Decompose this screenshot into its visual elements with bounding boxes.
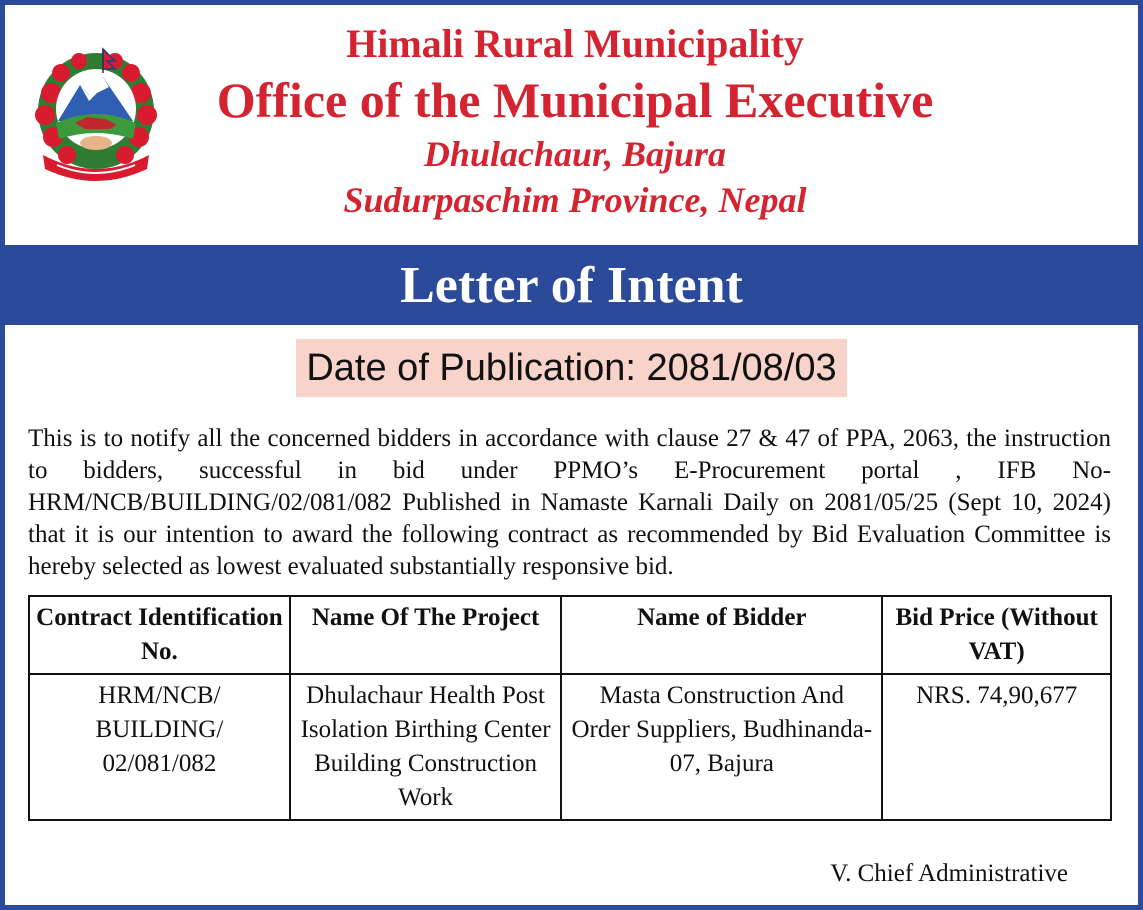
signature: V. Chief Administrative — [830, 860, 1068, 887]
award-table — [28, 595, 1112, 821]
address-line-1: Dhulachaur, Bajura — [423, 134, 727, 174]
address-line-2: Sudurpaschim Province, Nepal — [343, 180, 807, 220]
cell-project: Dhulachaur Health Post Isolation Birthing Center Building Construction Work — [290, 674, 562, 820]
header — [5, 5, 1138, 243]
publication-date-wrap — [5, 339, 1138, 397]
table-header-row — [29, 596, 1111, 674]
letter-of-intent-banner — [5, 245, 1138, 325]
header-bidder: Name of Bidder — [561, 596, 882, 674]
table-row — [29, 674, 1111, 820]
banner-title: Letter of Intent — [400, 256, 743, 314]
header-contract-id: Contract Identification No. — [29, 596, 290, 674]
cell-bidder: Masta Construction And Order Suppliers, Budhinanda-07, Bajura — [561, 674, 882, 820]
title-block — [175, 19, 975, 223]
notice-paragraph: This is to notify all the concerned bidders in accordance with clause 27 & 47 of PPA, 2063, the instruction to bidders, successful in bid under PPMO’s E-Procurement portal , IFB No- HRM/NCB/BUILDING/02/081/082 Published in Namaste Karnali Daily on 2081/05/25 (Sept 10, 2024) that it is our intention to award the following contract as recommended by Bid Evaluation Committee is hereby selected as lowest evaluated substantially responsive bid. — [28, 425, 1111, 580]
header-price: Bid Price (Without VAT) — [882, 596, 1111, 674]
cell-price: NRS. 74,90,677 — [882, 674, 1111, 820]
header-project: Name Of The Project — [290, 596, 562, 674]
municipality-name: Himali Rural Municipality — [346, 21, 804, 66]
office-name: Office of the Municipal Executive — [216, 72, 934, 128]
nepal-emblem-icon — [25, 43, 167, 183]
publication-date: Date of Publication: 2081/08/03 — [296, 339, 846, 397]
cell-contract-id: HRM/NCB/ BUILDING/ 02/081/082 — [29, 674, 290, 820]
